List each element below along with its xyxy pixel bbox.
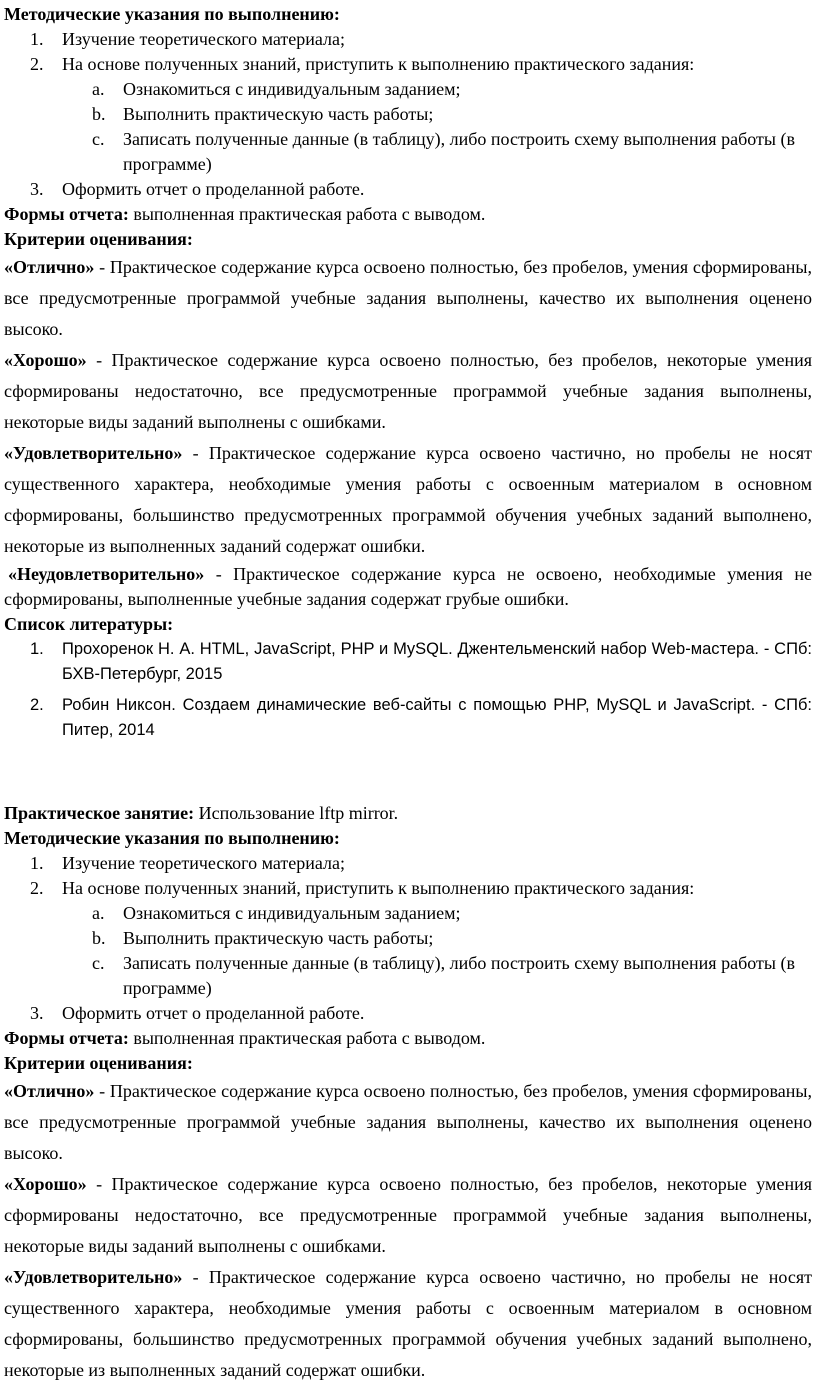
criterion-excellent-2: «Отлично» - Практическое содержание курса освоено полностью, без пробелов, умения сформированы, все предусмотренные программой учебные задания выполнены, качество их выполнения оценено высоко.	[4, 1081, 812, 1163]
literature-heading: Список литературы:	[4, 614, 174, 634]
substep-item: c. Записать полученные данные (в таблицу), либо построить схему выполнения работы (в программе)	[92, 129, 795, 174]
steps-list-1	[4, 27, 812, 202]
substep-item: a. Ознакомиться с индивидуальным заданием;	[92, 903, 461, 923]
method-heading-1: Методические указания по выполнению:	[4, 4, 340, 24]
substep-item: a. Ознакомиться с индивидуальным заданием;	[92, 79, 461, 99]
substep-item: c. Записать полученные данные (в таблицу), либо построить схему выполнения работы (в программе)	[92, 953, 795, 998]
step-item: 3. Оформить отчет о проделанной работе.	[30, 179, 365, 199]
method-heading-2: Методические указания по выполнению:	[4, 828, 340, 848]
criterion-good-1: «Хорошо» - Практическое содержание курса освоено полностью, без пробелов, некоторые умения сформированы недостаточно, все предусмотренные программой учебные задания выполнены, некоторые виды заданий выполнены с ошибками.	[4, 350, 812, 432]
literature-list	[4, 637, 812, 743]
report-form-2: Формы отчета: выполненная практическая работа с выводом.	[4, 1028, 486, 1048]
criterion-excellent-1: «Отлично» - Практическое содержание курса освоено полностью, без пробелов, умения сформированы, все предусмотренные программой учебные задания выполнены, качество их выполнения оценено высоко.	[4, 257, 812, 339]
criterion-satisfactory-2: «Удовлетворительно» - Практическое содержание курса освоено частично, но пробелы не носят существенного характера, необходимые умения работы с освоенным материалом в основном сформированы, большинство предусмотренных программой обучения учебных заданий выполнено, некоторые из выполненных заданий содержат ошибки.	[4, 1267, 812, 1380]
criterion-satisfactory-1: «Удовлетворительно» - Практическое содержание курса освоено частично, но пробелы не носят существенного характера, необходимые умения работы с освоенным материалом в основном сформированы, большинство предусмотренных программой обучения учебных заданий выполнено, некоторые из выполненных заданий содержат ошибки.	[4, 443, 812, 556]
step-item: 3. Оформить отчет о проделанной работе.	[30, 1003, 365, 1023]
literature-item: 1. Прохоренок Н. А. HTML, JavaScript, PHP и MySQL. Джентельменский набор Web-мастера. - СПб: БХВ-Петербург, 2015	[30, 640, 812, 683]
substep-item: b. Выполнить практическую часть работы;	[92, 104, 434, 124]
step-item: 2. На основе полученных знаний, приступить к выполнению практического задания:	[30, 878, 695, 898]
criterion-good-2: «Хорошо» - Практическое содержание курса освоено полностью, без пробелов, некоторые умения сформированы недостаточно, все предусмотренные программой учебные задания выполнены, некоторые виды заданий выполнены с ошибками.	[4, 1174, 812, 1256]
steps-list-2	[4, 851, 812, 1026]
practice-title: Практическое занятие: Использование lftp mirror.	[4, 803, 399, 823]
criterion-unsatisfactory-1: «Неудовлетворительно» - Практическое содержание курса не освоено, необходимые умения не сформированы, выполненные учебные задания содержат грубые ошибки.	[4, 564, 812, 609]
step-item: 1. Изучение теоретического материала;	[30, 29, 346, 49]
literature-item: 2. Робин Никсон. Создаем динамические веб-сайты с помощью PHP, MySQL и JavaScript. - СПб: Питер, 2014	[30, 696, 812, 739]
substep-item: b. Выполнить практическую часть работы;	[92, 928, 434, 948]
step-item: 1. Изучение теоретического материала;	[30, 853, 346, 873]
criteria-heading-1: Критерии оценивания:	[4, 229, 193, 249]
section-gap	[4, 743, 812, 801]
criteria-heading-2: Критерии оценивания:	[4, 1053, 193, 1073]
step-item: 2. На основе полученных знаний, приступить к выполнению практического задания:	[30, 54, 695, 74]
report-form-1: Формы отчета: выполненная практическая работа с выводом.	[4, 204, 486, 224]
